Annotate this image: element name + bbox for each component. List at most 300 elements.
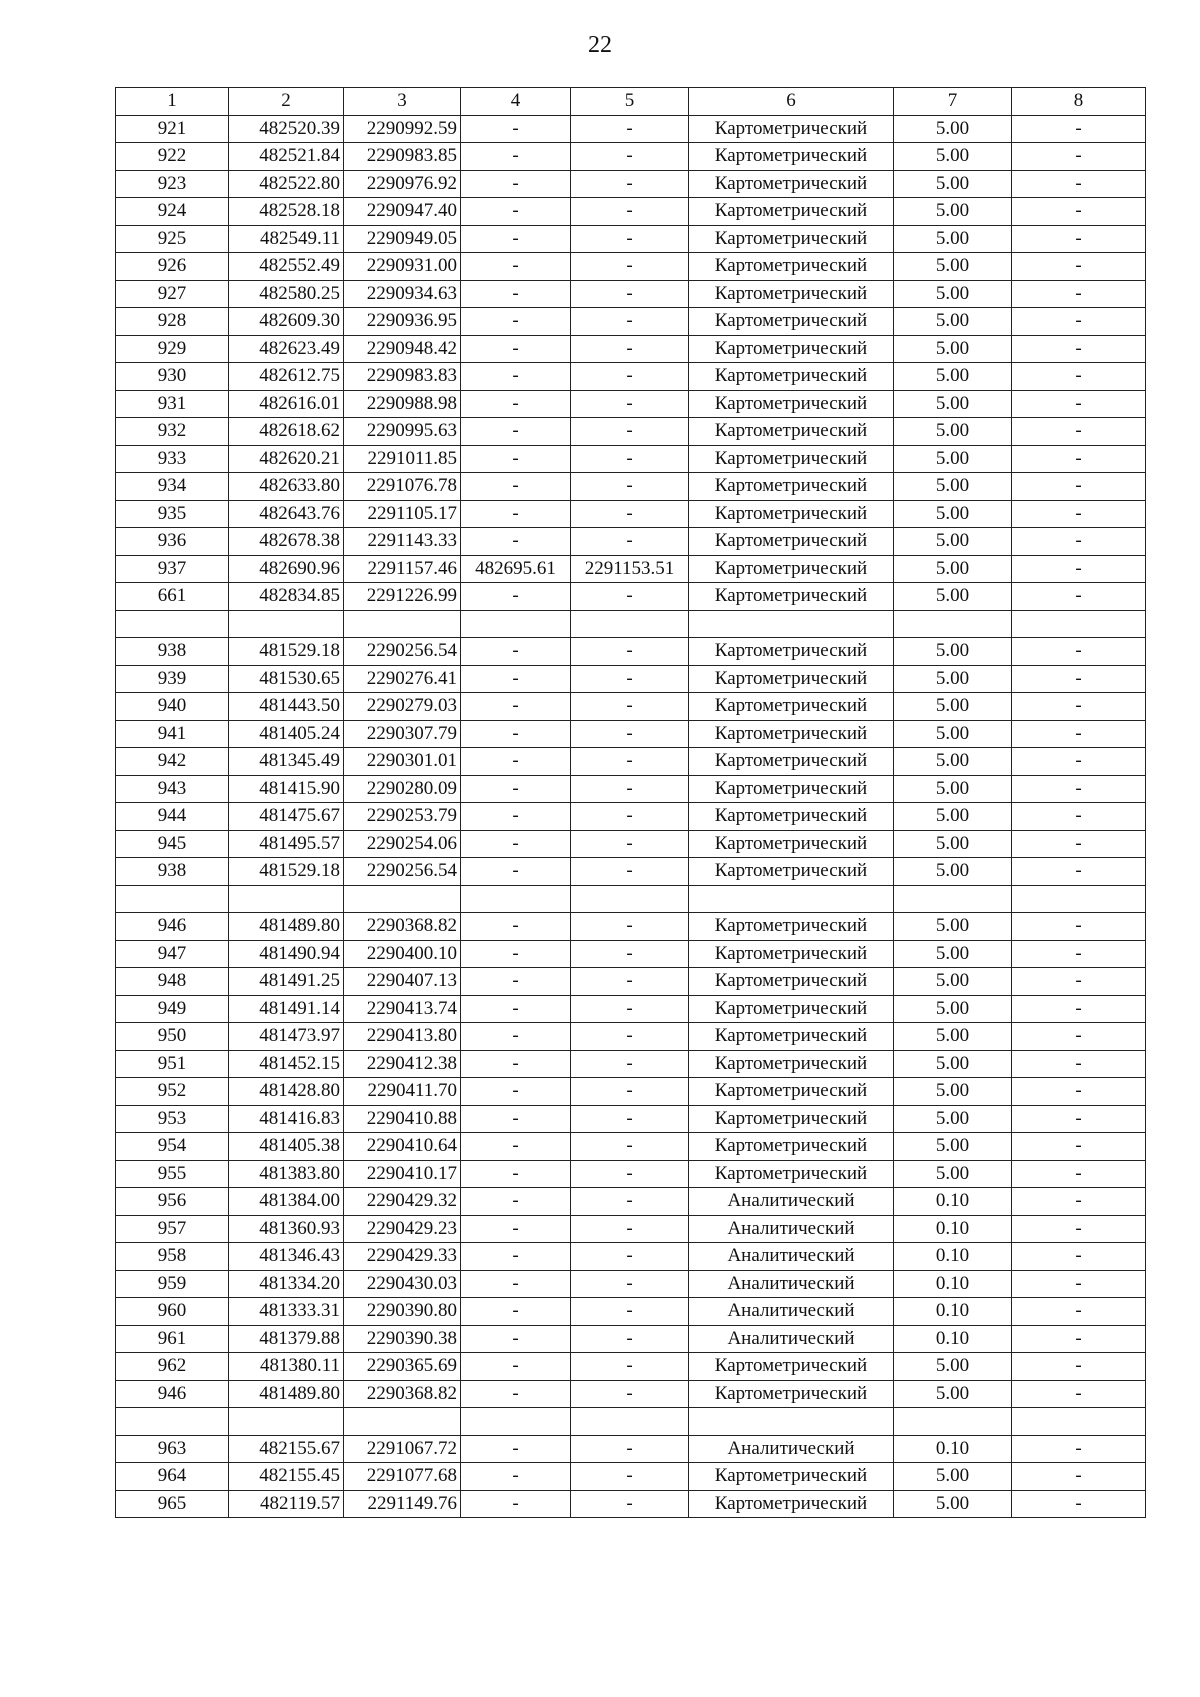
table-cell: - <box>1012 995 1146 1023</box>
table-cell: 481360.93 <box>229 1215 344 1243</box>
table-cell: 481530.65 <box>229 665 344 693</box>
table-cell: - <box>1012 693 1146 721</box>
table-cell: 957 <box>116 1215 229 1243</box>
table-cell: 925 <box>116 225 229 253</box>
table-row <box>116 1133 1146 1161</box>
table-cell: 5.00 <box>894 280 1012 308</box>
table-cell: 2290368.82 <box>344 913 461 941</box>
table-cell <box>116 1408 229 1436</box>
table-row <box>116 1298 1146 1326</box>
table-cell: Аналитический <box>689 1325 894 1353</box>
table-cell: Картометрический <box>689 665 894 693</box>
table-cell: - <box>571 1215 689 1243</box>
table-cell: 948 <box>116 968 229 996</box>
table-cell: - <box>1012 1188 1146 1216</box>
table-row <box>116 1325 1146 1353</box>
table-cell: 5.00 <box>894 968 1012 996</box>
table-cell: 2290988.98 <box>344 390 461 418</box>
table-cell: 482623.49 <box>229 335 344 363</box>
table-cell: - <box>571 445 689 473</box>
table-row <box>116 1078 1146 1106</box>
table-cell: 2291077.68 <box>344 1463 461 1491</box>
table-cell: 2290936.95 <box>344 308 461 336</box>
table-cell: 0.10 <box>894 1270 1012 1298</box>
table-cell: - <box>1012 1078 1146 1106</box>
table-cell: 942 <box>116 748 229 776</box>
table-cell: 2290256.54 <box>344 858 461 886</box>
table-cell: Картометрический <box>689 253 894 281</box>
table-cell: - <box>1012 143 1146 171</box>
table-cell: 481405.24 <box>229 720 344 748</box>
table-cell: 481443.50 <box>229 693 344 721</box>
table-cell: 940 <box>116 693 229 721</box>
table-cell: - <box>1012 1270 1146 1298</box>
table-cell: 481489.80 <box>229 913 344 941</box>
table-cell: - <box>1012 528 1146 556</box>
table-cell: 482155.45 <box>229 1463 344 1491</box>
table-cell: 482643.76 <box>229 500 344 528</box>
table-cell: - <box>571 830 689 858</box>
table-cell: - <box>1012 1353 1146 1381</box>
table-cell: 5.00 <box>894 528 1012 556</box>
table-cell: - <box>1012 445 1146 473</box>
table-cell: - <box>571 638 689 666</box>
table-cell: 941 <box>116 720 229 748</box>
table-cell: Картометрический <box>689 1133 894 1161</box>
table-row <box>116 665 1146 693</box>
table-cell: 482520.39 <box>229 115 344 143</box>
table-cell: 2290413.80 <box>344 1023 461 1051</box>
table-row <box>116 995 1146 1023</box>
table-cell: Картометрический <box>689 748 894 776</box>
table-row <box>116 1435 1146 1463</box>
column-header: 8 <box>1012 88 1146 116</box>
table-cell: Картометрический <box>689 363 894 391</box>
table-cell <box>461 1408 571 1436</box>
table-cell: 964 <box>116 1463 229 1491</box>
table-cell: 481452.15 <box>229 1050 344 1078</box>
table-cell: - <box>461 1490 571 1518</box>
table-cell: - <box>571 1298 689 1326</box>
table-cell <box>689 1408 894 1436</box>
table-cell: - <box>461 170 571 198</box>
table-cell: - <box>461 1023 571 1051</box>
table-cell: - <box>461 803 571 831</box>
table-cell: - <box>571 665 689 693</box>
table-cell: 938 <box>116 858 229 886</box>
table-cell: - <box>571 280 689 308</box>
table-cell: - <box>571 913 689 941</box>
table-cell: Картометрический <box>689 445 894 473</box>
table-cell: - <box>1012 390 1146 418</box>
table-cell: 935 <box>116 500 229 528</box>
table-row <box>116 968 1146 996</box>
table-cell: - <box>571 143 689 171</box>
table-cell <box>894 1408 1012 1436</box>
table-cell: 2290365.69 <box>344 1353 461 1381</box>
table-cell: - <box>461 775 571 803</box>
table-cell: - <box>461 528 571 556</box>
table-cell <box>1012 885 1146 913</box>
table-cell: - <box>461 1380 571 1408</box>
table-cell: - <box>461 830 571 858</box>
table-cell: - <box>461 1078 571 1106</box>
table-cell: 5.00 <box>894 308 1012 336</box>
table-cell: 2290934.63 <box>344 280 461 308</box>
table-cell: 2290301.01 <box>344 748 461 776</box>
table-row <box>116 198 1146 226</box>
table-cell: 5.00 <box>894 473 1012 501</box>
table-cell: 933 <box>116 445 229 473</box>
table-cell: 5.00 <box>894 1463 1012 1491</box>
table-cell: - <box>1012 1490 1146 1518</box>
table-cell: 958 <box>116 1243 229 1271</box>
table-cell: 481345.49 <box>229 748 344 776</box>
table-cell: 5.00 <box>894 1078 1012 1106</box>
table-cell: - <box>1012 473 1146 501</box>
table-cell: 481384.00 <box>229 1188 344 1216</box>
table-row <box>116 830 1146 858</box>
table-cell: 5.00 <box>894 1105 1012 1133</box>
table-cell: Картометрический <box>689 858 894 886</box>
table-cell: Картометрический <box>689 170 894 198</box>
table-cell <box>571 885 689 913</box>
table-cell: 5.00 <box>894 335 1012 363</box>
table-cell: Аналитический <box>689 1270 894 1298</box>
table-row <box>116 1380 1146 1408</box>
table-cell: Картометрический <box>689 473 894 501</box>
column-header: 5 <box>571 88 689 116</box>
table-cell: 481489.80 <box>229 1380 344 1408</box>
table-cell: 5.00 <box>894 803 1012 831</box>
table-cell: - <box>1012 1023 1146 1051</box>
table-cell: 923 <box>116 170 229 198</box>
table-cell: 2290407.13 <box>344 968 461 996</box>
table-cell: 5.00 <box>894 1023 1012 1051</box>
table-row <box>116 308 1146 336</box>
column-header: 6 <box>689 88 894 116</box>
table-cell: 5.00 <box>894 445 1012 473</box>
table-cell <box>689 885 894 913</box>
table-row <box>116 555 1146 583</box>
table-cell <box>229 1408 344 1436</box>
table-cell: 961 <box>116 1325 229 1353</box>
table-cell: 0.10 <box>894 1435 1012 1463</box>
table-row <box>116 253 1146 281</box>
table-cell: - <box>1012 803 1146 831</box>
table-cell: 2290949.05 <box>344 225 461 253</box>
table-cell: 938 <box>116 638 229 666</box>
table-cell: 5.00 <box>894 940 1012 968</box>
table-row <box>116 280 1146 308</box>
table-cell: 965 <box>116 1490 229 1518</box>
table-cell: - <box>571 1435 689 1463</box>
column-header: 7 <box>894 88 1012 116</box>
table-row <box>116 528 1146 556</box>
table-cell: 481415.90 <box>229 775 344 803</box>
table-cell: - <box>1012 363 1146 391</box>
table-cell: Аналитический <box>689 1435 894 1463</box>
table-cell: 2290307.79 <box>344 720 461 748</box>
table-cell: 950 <box>116 1023 229 1051</box>
table-cell: - <box>461 1133 571 1161</box>
table-cell: Картометрический <box>689 940 894 968</box>
table-cell: 5.00 <box>894 693 1012 721</box>
column-header: 1 <box>116 88 229 116</box>
table-cell: 2290429.33 <box>344 1243 461 1271</box>
table-cell: 2290280.09 <box>344 775 461 803</box>
table-cell: - <box>571 1023 689 1051</box>
table-cell: 944 <box>116 803 229 831</box>
table-cell: - <box>1012 308 1146 336</box>
table-cell: - <box>461 1105 571 1133</box>
table-cell: 661 <box>116 583 229 611</box>
table-cell: - <box>461 1160 571 1188</box>
table-cell: - <box>1012 583 1146 611</box>
table-cell: Картометрический <box>689 143 894 171</box>
table-body <box>116 115 1146 1518</box>
table-cell: 2291149.76 <box>344 1490 461 1518</box>
table-cell: 927 <box>116 280 229 308</box>
table-cell: 2290429.23 <box>344 1215 461 1243</box>
table-cell: - <box>571 1380 689 1408</box>
table-row <box>116 720 1146 748</box>
table-cell: - <box>461 665 571 693</box>
table-cell: 937 <box>116 555 229 583</box>
table-cell: - <box>571 1188 689 1216</box>
table-cell: Картометрический <box>689 968 894 996</box>
table-cell: Картометрический <box>689 555 894 583</box>
table-row <box>116 170 1146 198</box>
table-cell: - <box>461 1050 571 1078</box>
table-cell: - <box>571 528 689 556</box>
table-cell: - <box>1012 1243 1146 1271</box>
table-cell: 2290983.85 <box>344 143 461 171</box>
table-cell: 482549.11 <box>229 225 344 253</box>
coordinates-table <box>115 87 1146 1518</box>
table-cell: 946 <box>116 1380 229 1408</box>
table-cell: Картометрический <box>689 995 894 1023</box>
table-cell <box>116 610 229 638</box>
table-cell: 481379.88 <box>229 1325 344 1353</box>
table-cell: 2290995.63 <box>344 418 461 446</box>
table-cell: 5.00 <box>894 720 1012 748</box>
table-row <box>116 473 1146 501</box>
table-cell: 482690.96 <box>229 555 344 583</box>
table-row <box>116 1463 1146 1491</box>
table-cell: 5.00 <box>894 225 1012 253</box>
table-cell: - <box>571 858 689 886</box>
table-cell <box>689 610 894 638</box>
table-cell: 963 <box>116 1435 229 1463</box>
table-cell: 928 <box>116 308 229 336</box>
table-cell: 2291076.78 <box>344 473 461 501</box>
table-cell: Аналитический <box>689 1298 894 1326</box>
table-cell: Картометрический <box>689 1463 894 1491</box>
table-cell: Картометрический <box>689 280 894 308</box>
table-cell: - <box>461 308 571 336</box>
table-cell: - <box>571 225 689 253</box>
table-cell: - <box>1012 1298 1146 1326</box>
table-cell <box>571 1408 689 1436</box>
table-cell: - <box>1012 638 1146 666</box>
table-cell: - <box>461 335 571 363</box>
table-cell: - <box>571 418 689 446</box>
table-cell: 0.10 <box>894 1215 1012 1243</box>
table-cell: 482616.01 <box>229 390 344 418</box>
table-cell: - <box>571 1050 689 1078</box>
table-cell: 481333.31 <box>229 1298 344 1326</box>
table-cell: 5.00 <box>894 555 1012 583</box>
table-cell: - <box>1012 775 1146 803</box>
table-cell: 481475.67 <box>229 803 344 831</box>
table-cell: - <box>461 115 571 143</box>
table-cell: 481380.11 <box>229 1353 344 1381</box>
table-row <box>116 1105 1146 1133</box>
table-cell: Картометрический <box>689 500 894 528</box>
table-cell: 2290983.83 <box>344 363 461 391</box>
table-cell: 2290410.88 <box>344 1105 461 1133</box>
table-cell: 2290256.54 <box>344 638 461 666</box>
table-cell: Картометрический <box>689 418 894 446</box>
table-cell: 5.00 <box>894 363 1012 391</box>
table-cell: - <box>461 583 571 611</box>
table-cell: 949 <box>116 995 229 1023</box>
table-cell: 2290279.03 <box>344 693 461 721</box>
table-cell: 5.00 <box>894 253 1012 281</box>
table-cell: 2291143.33 <box>344 528 461 556</box>
table-row <box>116 913 1146 941</box>
table-cell: Картометрический <box>689 775 894 803</box>
table-cell: 2290430.03 <box>344 1270 461 1298</box>
table-cell: - <box>571 1243 689 1271</box>
table-cell: 954 <box>116 1133 229 1161</box>
table-row <box>116 500 1146 528</box>
page-number: 22 <box>588 32 612 58</box>
table-cell: 956 <box>116 1188 229 1216</box>
table-cell: - <box>461 1188 571 1216</box>
table-cell <box>894 610 1012 638</box>
table-cell: - <box>1012 968 1146 996</box>
table-cell: 482609.30 <box>229 308 344 336</box>
table-cell: 481490.94 <box>229 940 344 968</box>
table-cell: Картометрический <box>689 1078 894 1106</box>
table-cell: 2290976.92 <box>344 170 461 198</box>
table-cell: 921 <box>116 115 229 143</box>
table-cell: - <box>1012 335 1146 363</box>
table-cell: - <box>571 693 689 721</box>
table-cell: - <box>461 1298 571 1326</box>
table-cell: Картометрический <box>689 1490 894 1518</box>
table-cell: 2290411.70 <box>344 1078 461 1106</box>
table-cell: Картометрический <box>689 830 894 858</box>
table-cell <box>1012 1408 1146 1436</box>
table-row <box>116 803 1146 831</box>
table-cell: - <box>571 198 689 226</box>
table-cell: Картометрический <box>689 1050 894 1078</box>
table-cell: - <box>1012 748 1146 776</box>
table-cell: 5.00 <box>894 198 1012 226</box>
table-cell: - <box>461 253 571 281</box>
table-cell: 482580.25 <box>229 280 344 308</box>
table-cell: 953 <box>116 1105 229 1133</box>
table-cell: - <box>1012 1463 1146 1491</box>
table-cell: - <box>571 253 689 281</box>
table-cell: - <box>571 1160 689 1188</box>
table-cell: 5.00 <box>894 995 1012 1023</box>
table-cell: - <box>461 198 571 226</box>
table-cell: - <box>461 445 571 473</box>
table-cell: - <box>1012 1105 1146 1133</box>
table-cell: 5.00 <box>894 500 1012 528</box>
table-cell: - <box>461 500 571 528</box>
table-cell: 934 <box>116 473 229 501</box>
table-row <box>116 1188 1146 1216</box>
table-cell: 2290412.38 <box>344 1050 461 1078</box>
table-cell: - <box>571 1463 689 1491</box>
table-cell: 5.00 <box>894 775 1012 803</box>
table-cell: - <box>571 335 689 363</box>
table-row <box>116 1353 1146 1381</box>
table-cell: Картометрический <box>689 528 894 556</box>
table-cell: 2290992.59 <box>344 115 461 143</box>
table-cell: - <box>461 1353 571 1381</box>
table-cell: 481334.20 <box>229 1270 344 1298</box>
table-cell: 2290931.00 <box>344 253 461 281</box>
table-cell: 2290429.32 <box>344 1188 461 1216</box>
table-row <box>116 418 1146 446</box>
table-cell: - <box>1012 940 1146 968</box>
table-cell: Картометрический <box>689 638 894 666</box>
table-cell: - <box>1012 418 1146 446</box>
table-cell: - <box>1012 115 1146 143</box>
table-cell: - <box>571 308 689 336</box>
table-cell: 952 <box>116 1078 229 1106</box>
table-cell: - <box>571 720 689 748</box>
table-cell: 945 <box>116 830 229 858</box>
table-cell: 962 <box>116 1353 229 1381</box>
table-cell: - <box>1012 665 1146 693</box>
table-cell: - <box>461 280 571 308</box>
table-cell: 2290276.41 <box>344 665 461 693</box>
table-cell: - <box>461 418 571 446</box>
table-cell: 482552.49 <box>229 253 344 281</box>
table-cell: 929 <box>116 335 229 363</box>
table-cell: 481428.80 <box>229 1078 344 1106</box>
table-cell: - <box>571 115 689 143</box>
table-cell <box>344 885 461 913</box>
table-cell: - <box>461 693 571 721</box>
separator-row <box>116 1408 1146 1436</box>
table-cell: 481529.18 <box>229 638 344 666</box>
table-cell: - <box>461 913 571 941</box>
table-cell: - <box>571 170 689 198</box>
table-cell: - <box>571 1353 689 1381</box>
table-cell: 482678.38 <box>229 528 344 556</box>
table-cell: 0.10 <box>894 1243 1012 1271</box>
table-cell: Картометрический <box>689 693 894 721</box>
table-cell: - <box>571 583 689 611</box>
table-cell: - <box>461 473 571 501</box>
table-cell: Аналитический <box>689 1243 894 1271</box>
table-row <box>116 1243 1146 1271</box>
table-cell: 482155.67 <box>229 1435 344 1463</box>
table-cell: 2290948.42 <box>344 335 461 363</box>
table-cell: 936 <box>116 528 229 556</box>
table-cell: - <box>1012 198 1146 226</box>
table-cell: 5.00 <box>894 665 1012 693</box>
table-row <box>116 143 1146 171</box>
